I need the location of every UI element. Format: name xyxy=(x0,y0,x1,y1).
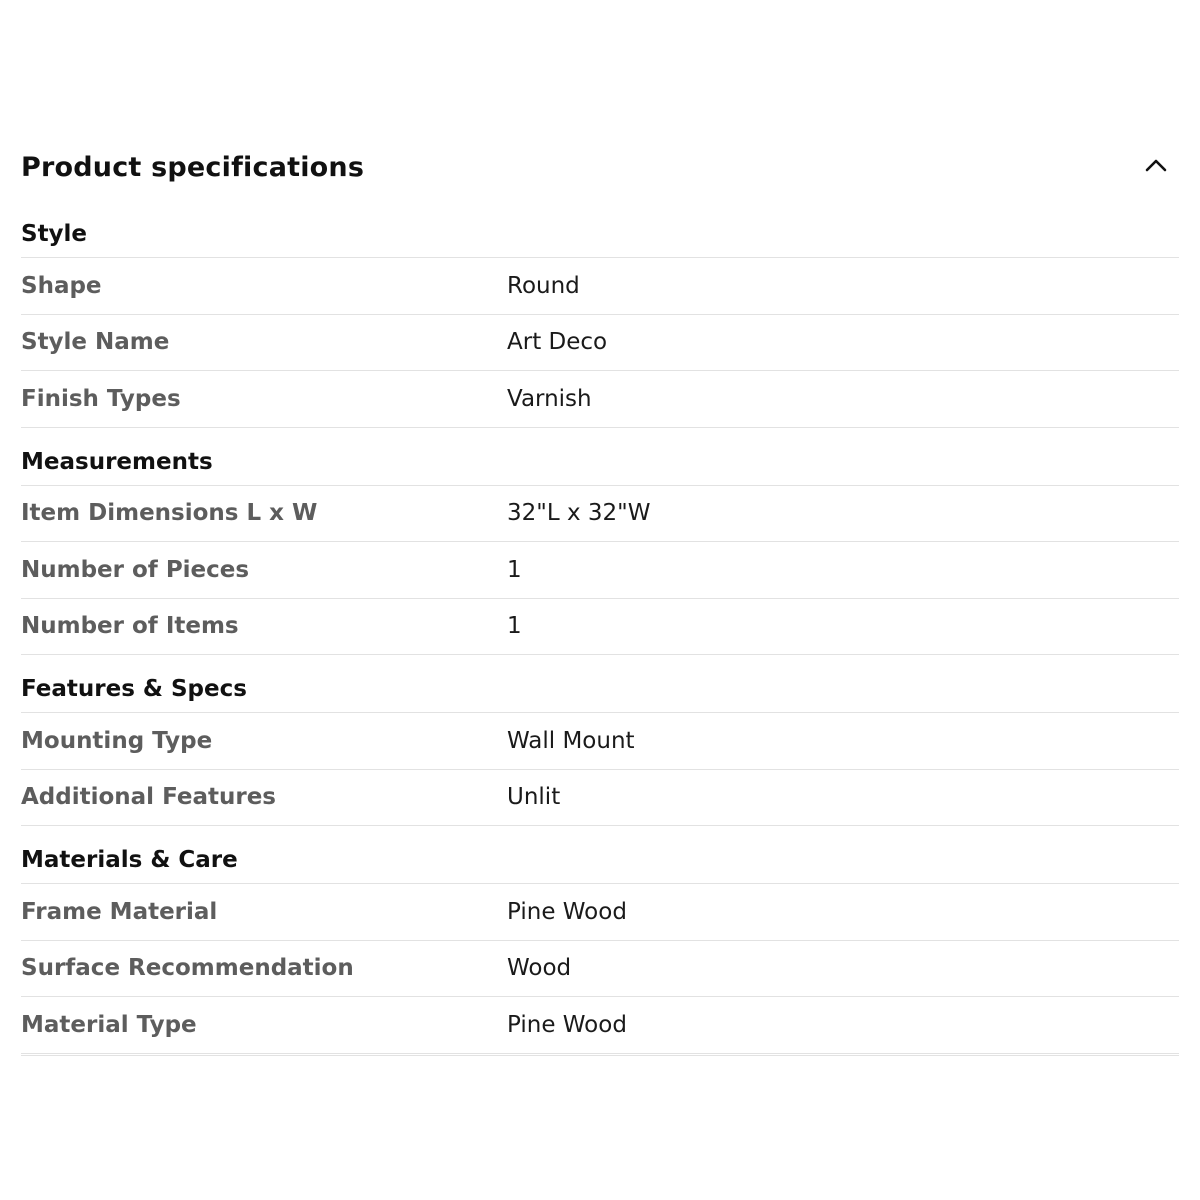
spec-value: 1 xyxy=(507,613,522,640)
section-heading xyxy=(21,826,1179,884)
spec-value: Pine Wood xyxy=(507,898,627,925)
section-heading xyxy=(21,200,1179,258)
spec-value: Varnish xyxy=(507,385,592,412)
spec-label: Material Type xyxy=(21,1011,197,1038)
spec-row-style-name xyxy=(21,315,1179,372)
spec-section-features xyxy=(21,655,1179,826)
section-heading-label: Materials & Care xyxy=(21,847,238,873)
spec-row-surface-recommendation xyxy=(21,941,1179,998)
product-specifications-panel xyxy=(21,140,1179,1058)
spec-value: Pine Wood xyxy=(507,1011,627,1038)
spec-label: Frame Material xyxy=(21,898,218,925)
section-heading xyxy=(21,655,1179,713)
spec-label: Number of Pieces xyxy=(21,556,250,583)
spec-label: Finish Types xyxy=(21,385,181,412)
spec-value: Round xyxy=(507,272,580,299)
spec-section-measurements xyxy=(21,428,1179,656)
divider xyxy=(21,1055,1179,1058)
spec-section-materials xyxy=(21,826,1179,1054)
spec-row-number-of-pieces xyxy=(21,542,1179,599)
spec-row-material-type xyxy=(21,997,1179,1054)
section-heading-label: Measurements xyxy=(21,448,213,475)
spec-row-finish-types xyxy=(21,371,1179,428)
spec-value: 1 xyxy=(507,556,522,583)
spec-value: Wood xyxy=(507,955,572,982)
spec-value: Art Deco xyxy=(507,329,608,356)
spec-label: Style Name xyxy=(21,329,170,356)
spec-value: Wall Mount xyxy=(507,727,635,754)
section-heading-label: Features & Specs xyxy=(21,676,247,702)
spec-value: Unlit xyxy=(507,784,561,811)
spec-row-frame-material xyxy=(21,884,1179,941)
spec-row-shape xyxy=(21,258,1179,315)
spec-label: Additional Features xyxy=(21,784,276,811)
spec-label: Mounting Type xyxy=(21,727,213,754)
chevron-up-icon[interactable] xyxy=(1141,152,1171,178)
spec-label: Shape xyxy=(21,272,102,299)
spec-value: 32"L x 32"W xyxy=(507,500,651,527)
section-heading-label: Style xyxy=(21,221,88,247)
spec-row-mounting-type xyxy=(21,713,1179,770)
panel-header[interactable] xyxy=(21,140,1179,200)
spec-row-number-of-items xyxy=(21,599,1179,656)
spec-label: Surface Recommendation xyxy=(21,955,354,982)
spec-section-style xyxy=(21,200,1179,428)
section-heading xyxy=(21,428,1179,486)
panel-title: Product specifications xyxy=(21,152,365,183)
spec-row-item-dimensions xyxy=(21,486,1179,543)
spec-label: Item Dimensions L x W xyxy=(21,500,318,527)
spec-row-additional-features xyxy=(21,770,1179,827)
spec-label: Number of Items xyxy=(21,613,239,640)
